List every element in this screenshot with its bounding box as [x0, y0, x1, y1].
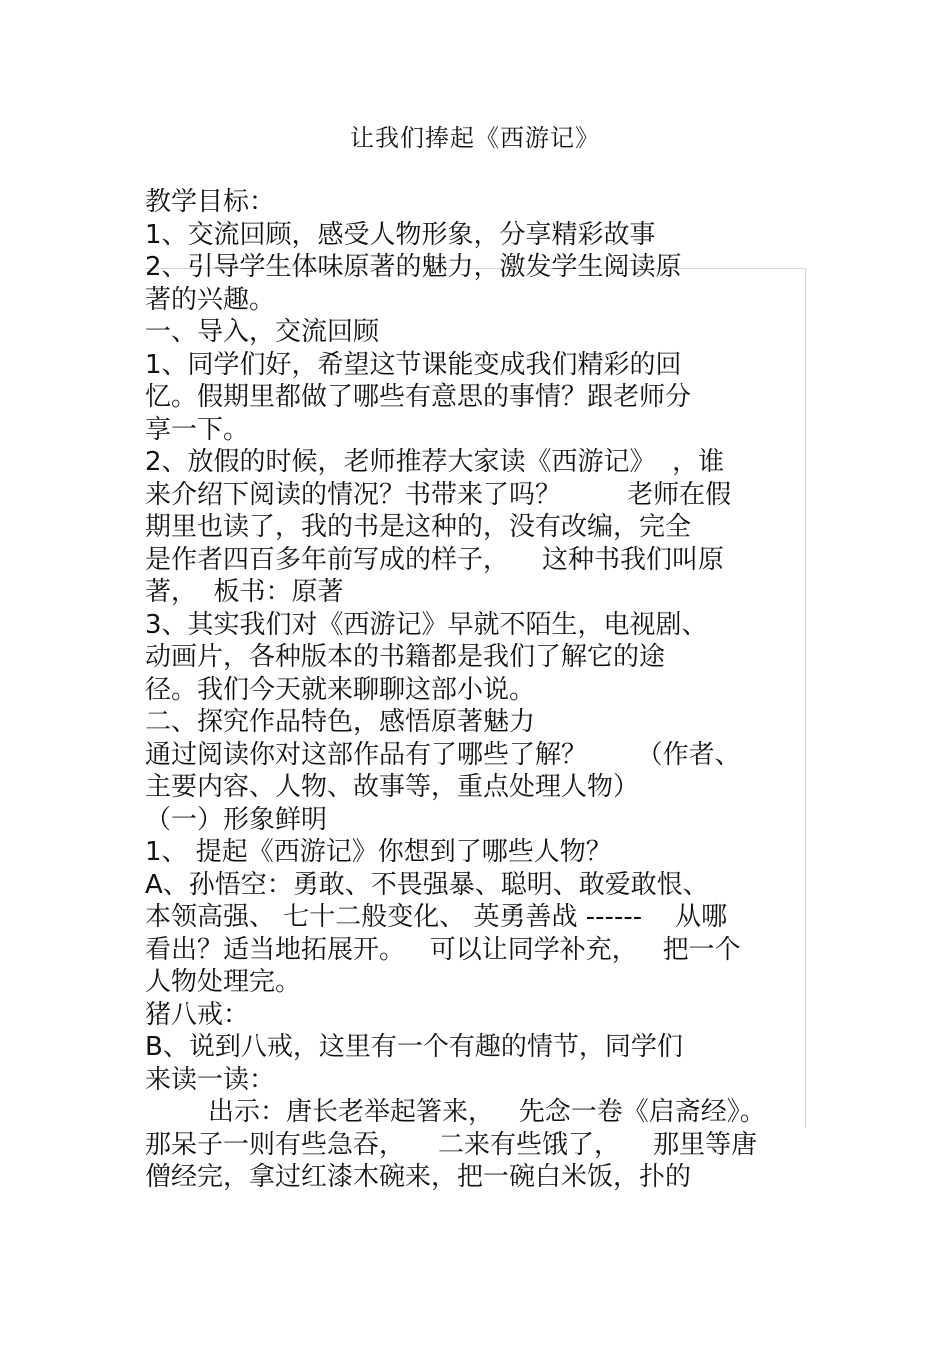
text-line: 主要内容、人物、故事等，重点处理人物）	[145, 772, 640, 802]
text-line: 3、其实我们对《西游记》早就不陌生，电视剧、	[145, 609, 708, 640]
text-line: 1、交流回顾，感受人物形象，分享精彩故事	[145, 219, 656, 250]
text-line: 来读一读：	[145, 1064, 276, 1095]
text-line: A、孙悟空：勇敢、不畏强暴、聪明、敢爱敢恨、	[145, 869, 709, 900]
text-line: 猪八戒：	[145, 999, 250, 1030]
text-line: 看出？适当地拓展开。 可以让同学补充， 把一个	[145, 934, 741, 965]
quoted-passage-line: 出示：唐长老举起箸来， 先念一卷《启斋经》。	[208, 1097, 766, 1127]
text-line: 1、 提起《西游记》你想到了哪些人物？	[145, 837, 612, 867]
text-line: 2、放假的时候，老师推荐大家读《西游记》 ，谁	[145, 447, 725, 477]
document-body	[145, 186, 815, 1194]
text-line: 著， 板书：原著	[145, 577, 344, 607]
section-heading: 一、导入，交流回顾	[145, 317, 380, 347]
quoted-passage-line: 僧经完，拿过红漆木碗来，把一碗白米饭，扑的	[145, 1162, 692, 1192]
document-title: 让我们捧起《西游记》	[350, 124, 600, 152]
text-line: 人物处理完。	[145, 967, 302, 997]
text-line: 本领高强、 七十二般变化、 英勇善战 ------ 从哪	[145, 902, 728, 932]
text-line: 来介绍下阅读的情况？书带来了吗？ 老师在假	[145, 479, 732, 510]
text-line: 忆。假期里都做了哪些有意思的事情？跟老师分	[145, 382, 692, 412]
text-line: 2、引导学生体味原著的魅力，激发学生阅读原	[145, 252, 682, 282]
section-heading: 二、探究作品特色，感悟原著魅力	[145, 707, 536, 737]
text-line: 径。我们今天就来聊聊这部小说。	[145, 674, 536, 705]
text-line: B、说到八戒，这里有一个有趣的情节，同学们	[145, 1032, 683, 1062]
quoted-passage-line: 那呆子一则有些急吞， 二来有些饿了， 那里等唐	[145, 1129, 758, 1160]
text-line: 期里也读了，我的书是这种的，没有改编，完全	[145, 512, 692, 542]
text-line: 享一下。	[145, 414, 250, 445]
text-line: 是作者四百多年前写成的样子， 这种书我们叫原	[145, 544, 725, 575]
text-line: 1、同学们好，希望这节课能变成我们精彩的回	[145, 349, 682, 380]
text-line: 动画片，各种版本的书籍都是我们了解它的途	[145, 642, 666, 672]
text-line: 通过阅读你对这部作品有了哪些了解？ （作者、	[145, 739, 741, 770]
text-line: 教学目标：	[145, 187, 276, 217]
subsection-heading: （一）形象鲜明	[145, 804, 328, 835]
text-line: 著的兴趣。	[145, 284, 276, 315]
